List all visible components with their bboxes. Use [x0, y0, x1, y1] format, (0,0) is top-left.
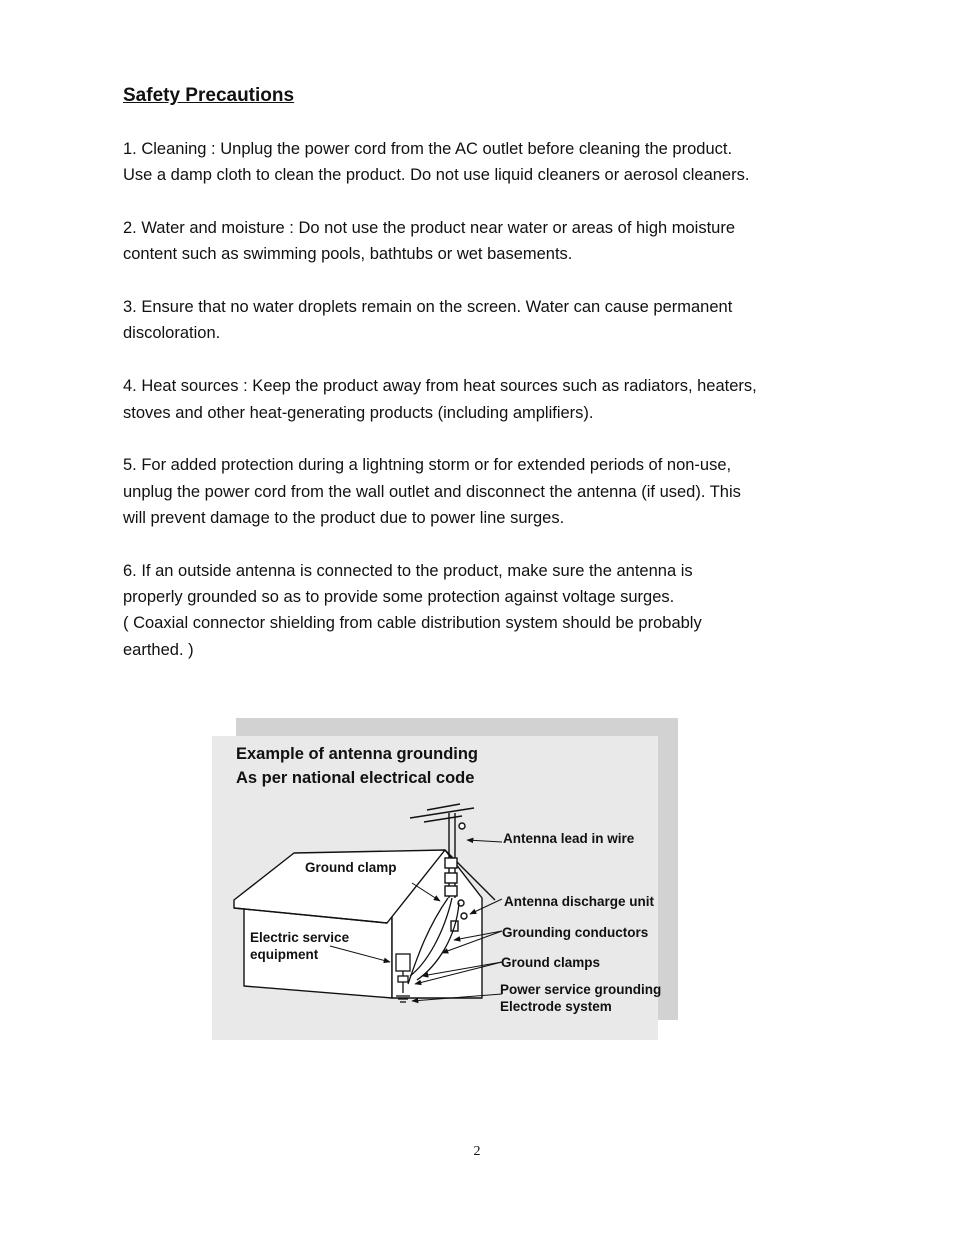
- label-line: Electrode system: [500, 999, 612, 1014]
- label-power-service: [500, 981, 661, 1015]
- label-ground-clamp: Ground clamp: [305, 860, 397, 875]
- safety-item-droplets: [123, 294, 833, 347]
- safety-item-lightning: [123, 452, 833, 531]
- page-number: 2: [473, 1144, 481, 1159]
- safety-item-cleaning: [123, 136, 833, 189]
- page-title: Safety Precautions: [123, 85, 295, 106]
- safety-item-water: [123, 215, 833, 268]
- safety-item-heat: [123, 373, 833, 426]
- label-ground-clamps: Ground clamps: [501, 955, 601, 970]
- item-line: 3. Ensure that no water droplets remain on the screen. Water can cause permanent: [123, 298, 733, 317]
- item-line: discoloration.: [123, 324, 221, 343]
- item-line: 4. Heat sources : Keep the product away from heat sources such as radiators, heaters,: [123, 377, 757, 396]
- item-line: 5. For added protection during a lightning storm or for extended periods of non-use,: [123, 456, 732, 475]
- item-line: 6. If an outside antenna is connected to the product, make sure the antenna is: [123, 561, 693, 580]
- figure-title: [236, 742, 478, 790]
- label-electric-service: [250, 929, 349, 963]
- item-line: unplug the power cord from the wall outlet and disconnect the antenna (if used). This: [123, 482, 741, 501]
- safety-items: [123, 136, 833, 689]
- item-line: Use a damp cloth to clean the product. Do not use liquid cleaners or aerosol cleaners.: [123, 166, 750, 185]
- item-line: will prevent damage to the product due to power line surges.: [123, 508, 565, 527]
- figure-title-line: As per national electrical code: [236, 769, 475, 787]
- item-line: earthed. ): [123, 640, 194, 659]
- item-line: content such as swimming pools, bathtubs or wet basements.: [123, 245, 573, 264]
- label-antenna-lead: Antenna lead in wire: [503, 831, 635, 846]
- item-line: 1. Cleaning : Unplug the power cord from the AC outlet before cleaning the product.: [123, 140, 733, 158]
- item-line: 2. Water and moisture : Do not use the product near water or areas of high moisture: [123, 219, 736, 238]
- item-line: stoves and other heat-generating products (including amplifiers).: [123, 403, 594, 422]
- item-line: ( Coaxial connector shielding from cable distribution system should be probably: [123, 614, 702, 633]
- label-line: Electric service: [250, 930, 350, 945]
- label-line: Power service grounding: [500, 982, 662, 997]
- figure-title-line: Example of antenna grounding: [236, 745, 479, 763]
- label-line: equipment: [250, 947, 319, 962]
- label-discharge-unit: Antenna discharge unit: [504, 894, 655, 909]
- label-grounding-conductors: Grounding conductors: [502, 925, 649, 940]
- item-line: properly grounded so as to provide some protection against voltage surges.: [123, 588, 675, 607]
- safety-item-antenna: [123, 558, 833, 663]
- antenna-grounding-figure: [212, 718, 682, 1043]
